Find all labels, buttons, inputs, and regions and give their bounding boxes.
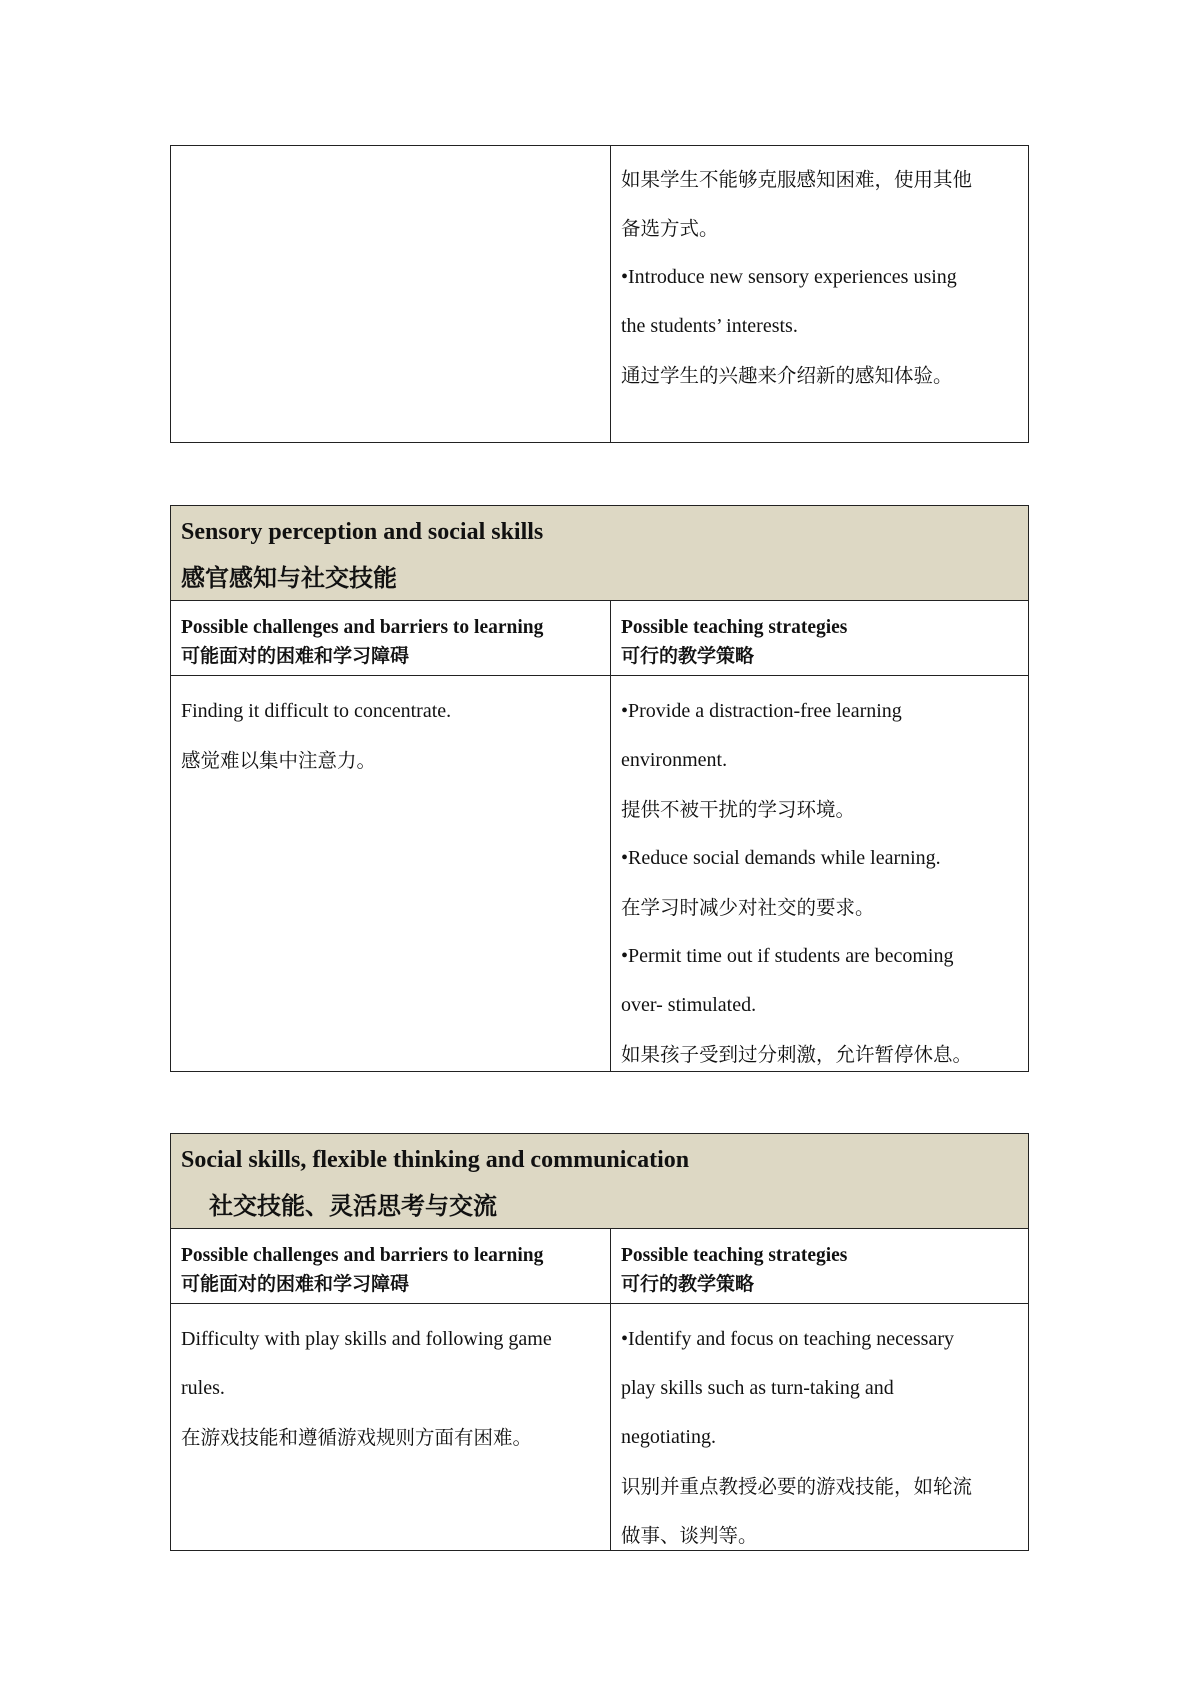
- challenges-cell: [181, 687, 601, 785]
- column-header-challenges: [181, 1241, 543, 1299]
- column-header-challenges-en: Possible challenges and barriers to learning: [181, 1245, 544, 1266]
- text-line: 感觉难以集中注意力。: [181, 749, 377, 772]
- header-row-divider: [171, 675, 1028, 676]
- text-line: Difficulty with play skills and following game: [181, 1328, 552, 1350]
- column-header-challenges-cn: 可能面对的困难和学习障碍: [181, 645, 410, 667]
- sensory-perception-table: [170, 505, 1029, 1072]
- text-line: 提供不被干扰的学习环境。: [621, 798, 856, 821]
- text-line: negotiating.: [621, 1426, 716, 1448]
- text-line: play skills such as turn-taking and: [621, 1377, 894, 1399]
- section-header: [171, 506, 1028, 601]
- text-line: •Provide a distraction-free learning: [621, 700, 902, 722]
- column-header-strategies: [621, 613, 847, 671]
- column-header-strategies-en: Possible teaching strategies: [621, 1245, 848, 1266]
- header-row-divider: [171, 1303, 1028, 1304]
- column-divider: [610, 1229, 611, 1550]
- text-line: the students’ interests.: [621, 315, 798, 337]
- text-line: 在游戏技能和遵循游戏规则方面有困难。: [181, 1426, 533, 1449]
- text-line: 做事、谈判等。: [621, 1524, 758, 1547]
- text-line: 备选方式。: [621, 217, 719, 240]
- column-header-challenges-en: Possible challenges and barriers to learning: [181, 617, 544, 638]
- column-header-strategies-cn: 可行的教学策略: [621, 645, 755, 667]
- strategies-cell: [621, 1315, 1026, 1560]
- column-header-challenges: [181, 613, 543, 671]
- text-line: •Introduce new sensory experiences using: [621, 266, 957, 288]
- column-header-strategies: [621, 1241, 847, 1299]
- text-line: 在学习时减少对社交的要求。: [621, 896, 875, 919]
- column-divider: [610, 601, 611, 1071]
- text-line: 识别并重点教授必要的游戏技能，如轮流: [621, 1475, 973, 1498]
- section-title-en: Sensory perception and social skills: [181, 519, 544, 545]
- section-title-en: Social skills, flexible thinking and communication: [181, 1147, 690, 1173]
- strategies-cell: [621, 155, 1026, 400]
- challenges-cell: [181, 1315, 601, 1462]
- column-header-challenges-cn: 可能面对的困难和学习障碍: [181, 1273, 410, 1295]
- text-line: rules.: [181, 1377, 225, 1399]
- text-line: 如果孩子受到过分刺激，允许暂停休息。: [621, 1043, 973, 1066]
- column-header-strategies-cn: 可行的教学策略: [621, 1273, 755, 1295]
- text-line: •Identify and focus on teaching necessary: [621, 1328, 954, 1350]
- text-line: environment.: [621, 749, 728, 771]
- text-line: Finding it difficult to concentrate.: [181, 700, 452, 722]
- column-divider: [610, 146, 611, 442]
- column-header-strategies-en: Possible teaching strategies: [621, 617, 848, 638]
- continued-strategy-table: [170, 145, 1029, 443]
- section-header: [171, 1134, 1028, 1229]
- text-line: 通过学生的兴趣来介绍新的感知体验。: [621, 364, 953, 387]
- text-line: •Permit time out if students are becoming: [621, 945, 954, 967]
- text-line: •Reduce social demands while learning.: [621, 847, 941, 869]
- section-title-cn: 社交技能、灵活思考与交流: [209, 1192, 497, 1220]
- strategies-cell: [621, 687, 1026, 1079]
- text-line: 如果学生不能够克服感知困难，使用其他: [621, 168, 973, 191]
- social-skills-table: [170, 1133, 1029, 1551]
- section-title-cn: 感官感知与社交技能: [181, 564, 397, 592]
- text-line: over- stimulated.: [621, 994, 757, 1016]
